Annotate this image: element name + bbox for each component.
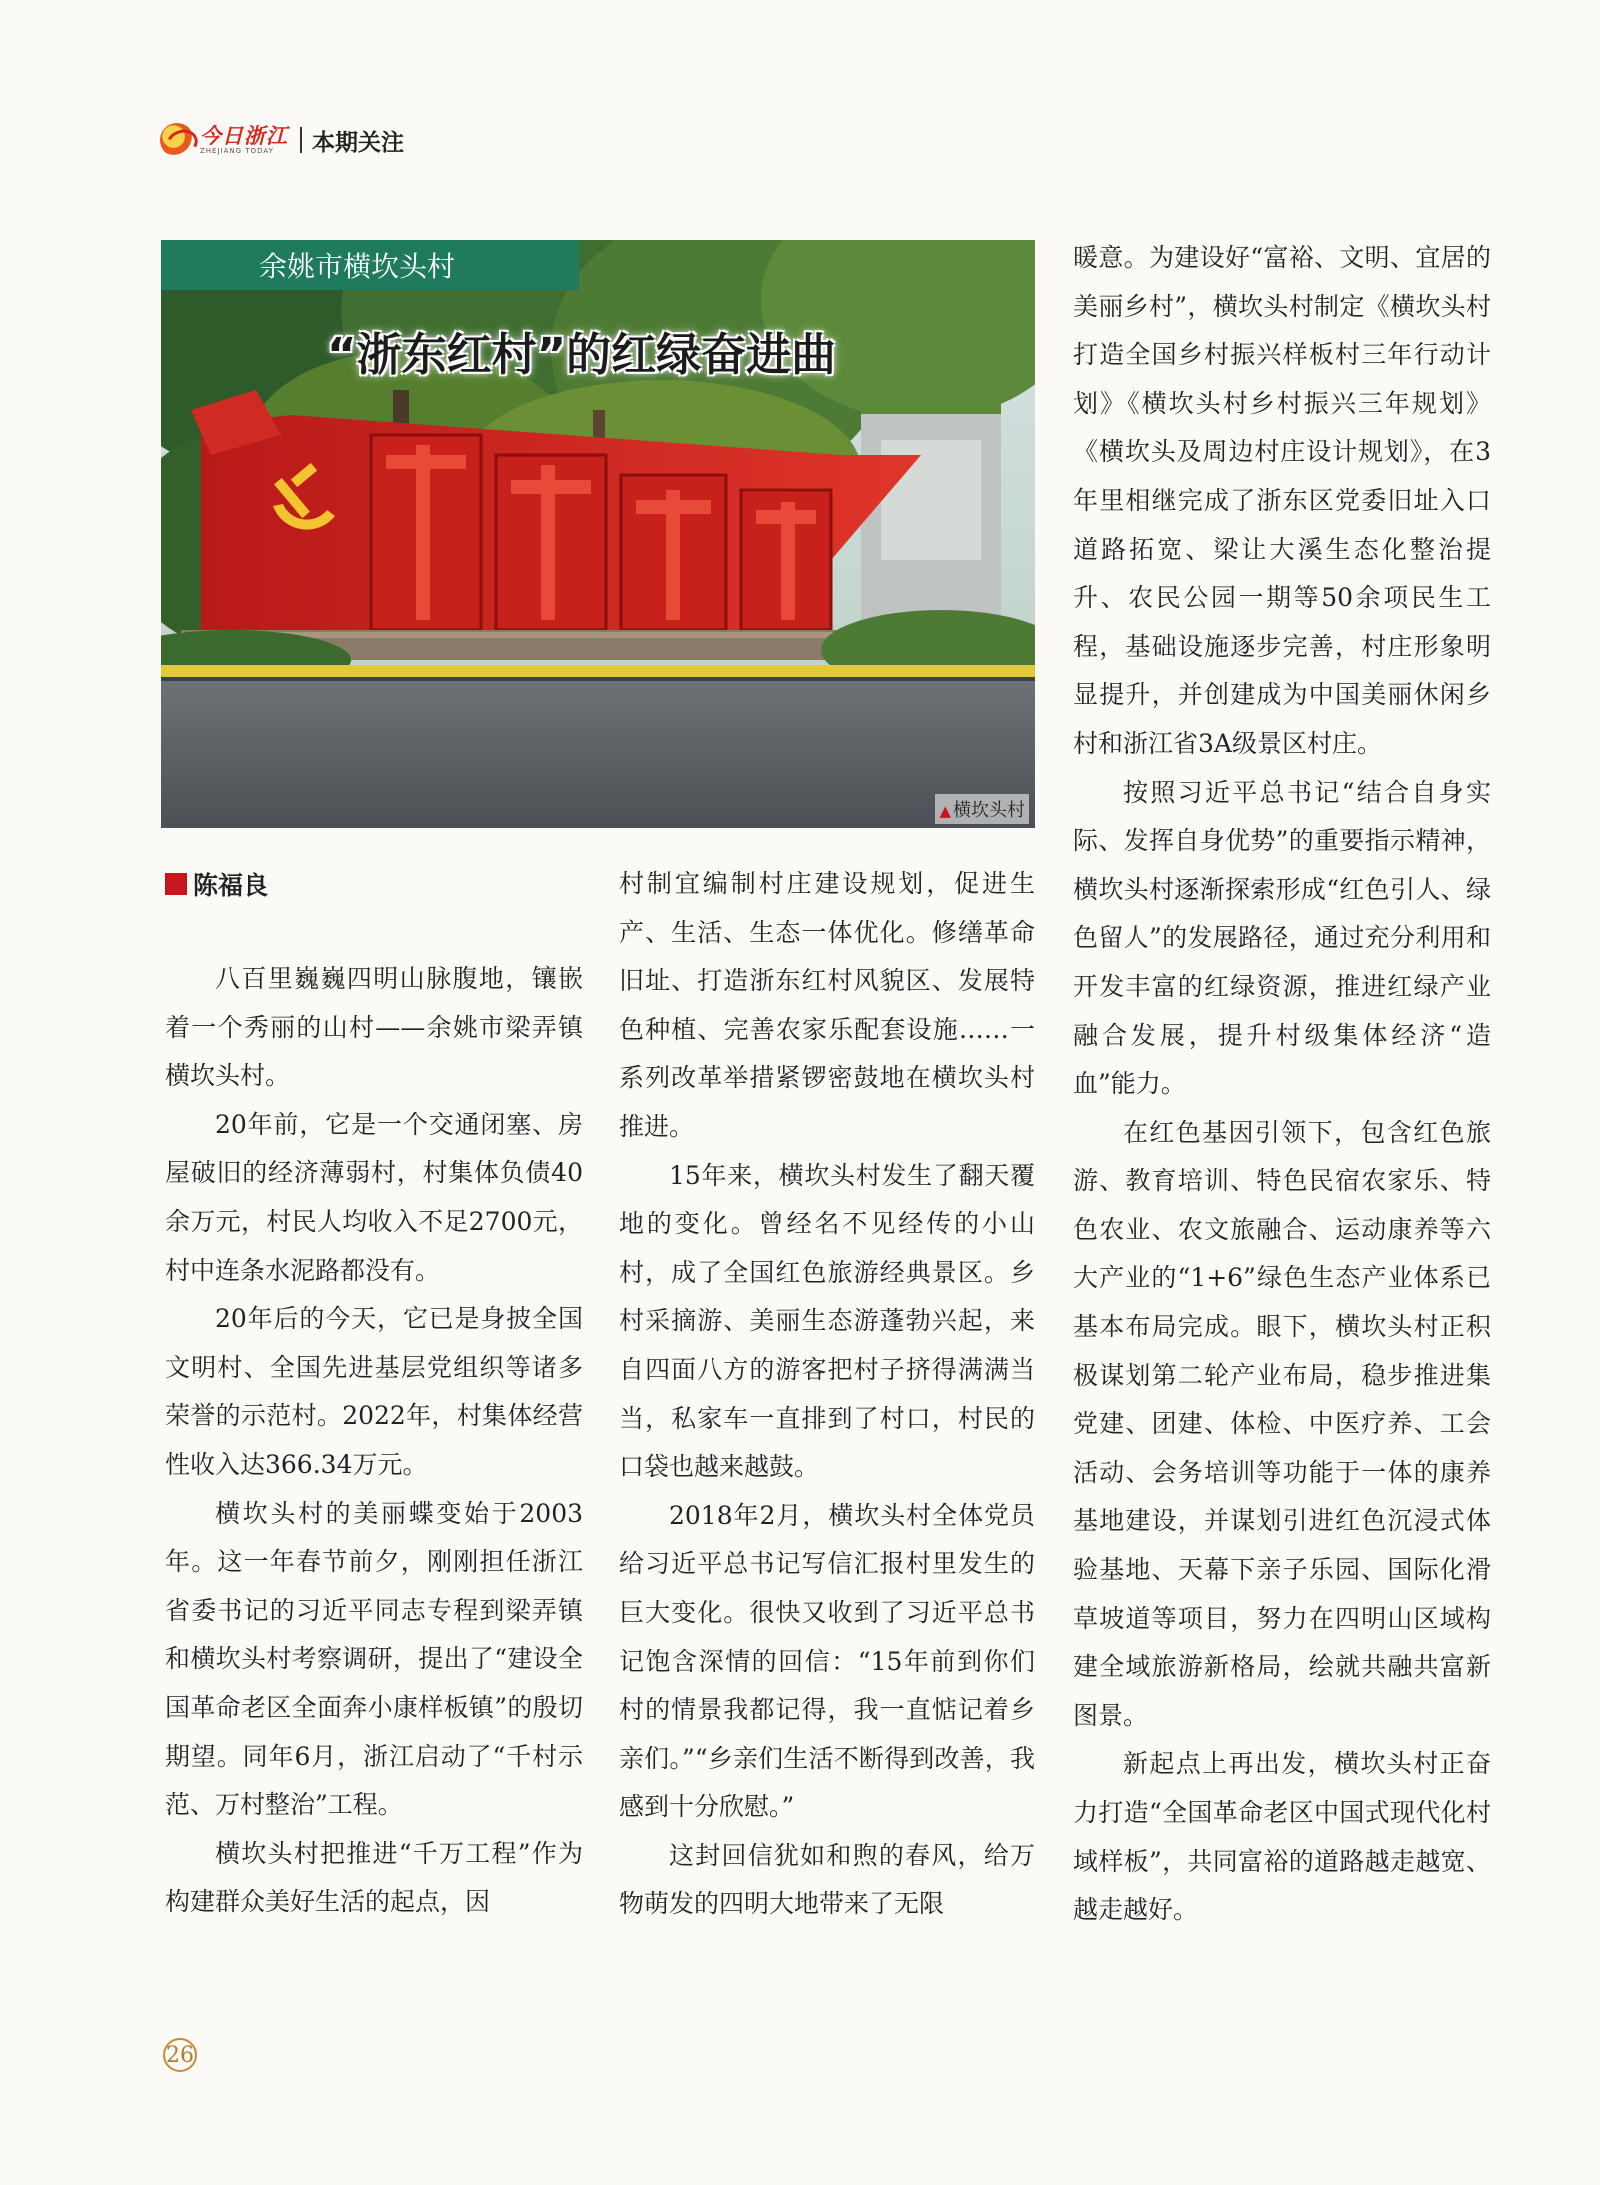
author-name: 陈福良 xyxy=(193,871,269,900)
article-headline: “浙东红村”的红绿奋进曲 xyxy=(327,328,837,381)
header-divider xyxy=(300,127,302,153)
paragraph: 村制宜编制村庄建设规划，促进生产、生活、生态一体优化。修缮革命旧址、打造浙东红村风貌区、发展特色种植、完善农家乐配套设施……一系列改革举措紧锣密鼓地在横坎头村推进。 xyxy=(619,869,1035,1141)
text-column-1 xyxy=(165,955,583,1927)
paragraph: 按照习近平总书记“结合自身实际、发挥自身优势”的重要指示精神，横坎头村逐渐探索形成“红色引人、绿色留人”的发展路径，通过充分利用和开发丰富的红绿资源，推进红绿产业融合发展，提升村级集体经济“造血”能力。 xyxy=(1073,777,1491,1099)
photo-caption xyxy=(935,794,1029,824)
paragraph: 横坎头村把推进“千万工程”作为构建群众美好生活的起点，因 xyxy=(165,1838,583,1917)
paragraph: 暖意。为建设好“富裕、文明、宜居的美丽乡村”，横坎头村制定《横坎头村打造全国乡村振兴样板村三年行动计划》《横坎头村乡村振兴三年规划》《横坎头及周边村庄设计规划》，在3年里相继完成了浙东区党委旧址入口道路拓宽、梁让大溪生态化整治提升、农民公园一期等50余项民生工程，基础设施逐步完善，村庄形象明显提升，并创建成为中国美丽休闲乡村和浙江省3A级景区村庄。 xyxy=(1073,243,1491,758)
paragraph: 这封回信犹如和煦的春风，给万物萌发的四明大地带来了无限 xyxy=(619,1840,1035,1919)
page-number: 26 xyxy=(163,2038,197,2072)
text-column-2 xyxy=(619,860,1035,1929)
caption-text: 横坎头村 xyxy=(953,800,1025,821)
paragraph: 新起点上再出发，横坎头村正奋力打造“全国革命老区中国式现代化村域样板”，共同富裕的道路越走越宽、越走越好。 xyxy=(1073,1749,1491,1925)
logo-text xyxy=(200,125,288,155)
logo-english: ZHEJIANG TODAY xyxy=(200,147,274,155)
zhejiang-today-logo-icon xyxy=(160,123,194,157)
paragraph: 15年来，横坎头村发生了翻天覆地的变化。曾经名不见经传的小山村，成了全国红色旅游经典景区。乡村采摘游、美丽生态游蓬勃兴起，来自四面八方的游客把村子挤得满满当当，私家车一直排到了村口，村民的口袋也越来越鼓。 xyxy=(619,1160,1035,1482)
section-title: 本期关注 xyxy=(312,129,404,156)
author-byline xyxy=(165,866,268,902)
paragraph: 20年后的今天，它已是身披全国文明村、全国先进基层党组织等诸多荣誉的示范村。2022年，村集体经营性收入达366.34万元。 xyxy=(165,1304,583,1479)
paragraph: 20年前，它是一个交通闭塞、房屋破旧的经济薄弱村，村集体负债40余万元，村民人均收入不足2700元，村中连条水泥路都没有。 xyxy=(165,1109,583,1285)
paragraph: 横坎头村的美丽蝶变始于2003年。这一年春节前夕，刚刚担任浙江省委书记的习近平同志专程到梁弄镇和横坎头村考察调研，提出了“建设全国革命老区全面奔小康样板镇”的殷切期望。同年6月，浙江启动了“千村示范、万村整治”工程。 xyxy=(165,1498,583,1820)
paragraph: 八百里巍巍四明山脉腹地，镶嵌着一个秀丽的山村——余姚市梁弄镇横坎头村。 xyxy=(165,964,583,1091)
logo-chinese: 今日浙江 xyxy=(200,123,288,148)
paragraph: 2018年2月，横坎头村全体党员给习近平总书记写信汇报村里发生的巨大变化。很快又收到了习近平总书记饱含深情的回信：“15年前到你们村的情景我都记得，我一直惦记着乡亲们。”“乡亲们生活不断得到改善，我感到十分欣慰。” xyxy=(619,1500,1035,1822)
byline-square-icon xyxy=(165,873,187,895)
photo-location-label: 余姚市横坎头村 xyxy=(161,240,579,290)
caption-triangle-icon: ▲ xyxy=(939,802,951,820)
masthead xyxy=(160,118,404,162)
paragraph: 在红色基因引领下，包含红色旅游、教育培训、特色民宿农家乐、特色农业、农文旅融合、运动康养等六大产业的“1+6”绿色生态产业体系已基本布局完成。眼下，横坎头村正积极谋划第二轮产业布局，稳步推进集党建、团建、体检、中医疗养、工会活动、会务培训等功能于一体的康养基地建设，并谋划引进红色沉浸式体验基地、天幕下亲子乐园、国际化滑草坡道等项目，努力在四明山区域构建全域旅游新格局，绘就共融共富新图景。 xyxy=(1073,1117,1491,1730)
feature-photo xyxy=(161,240,1035,828)
text-column-3 xyxy=(1073,234,1491,1935)
